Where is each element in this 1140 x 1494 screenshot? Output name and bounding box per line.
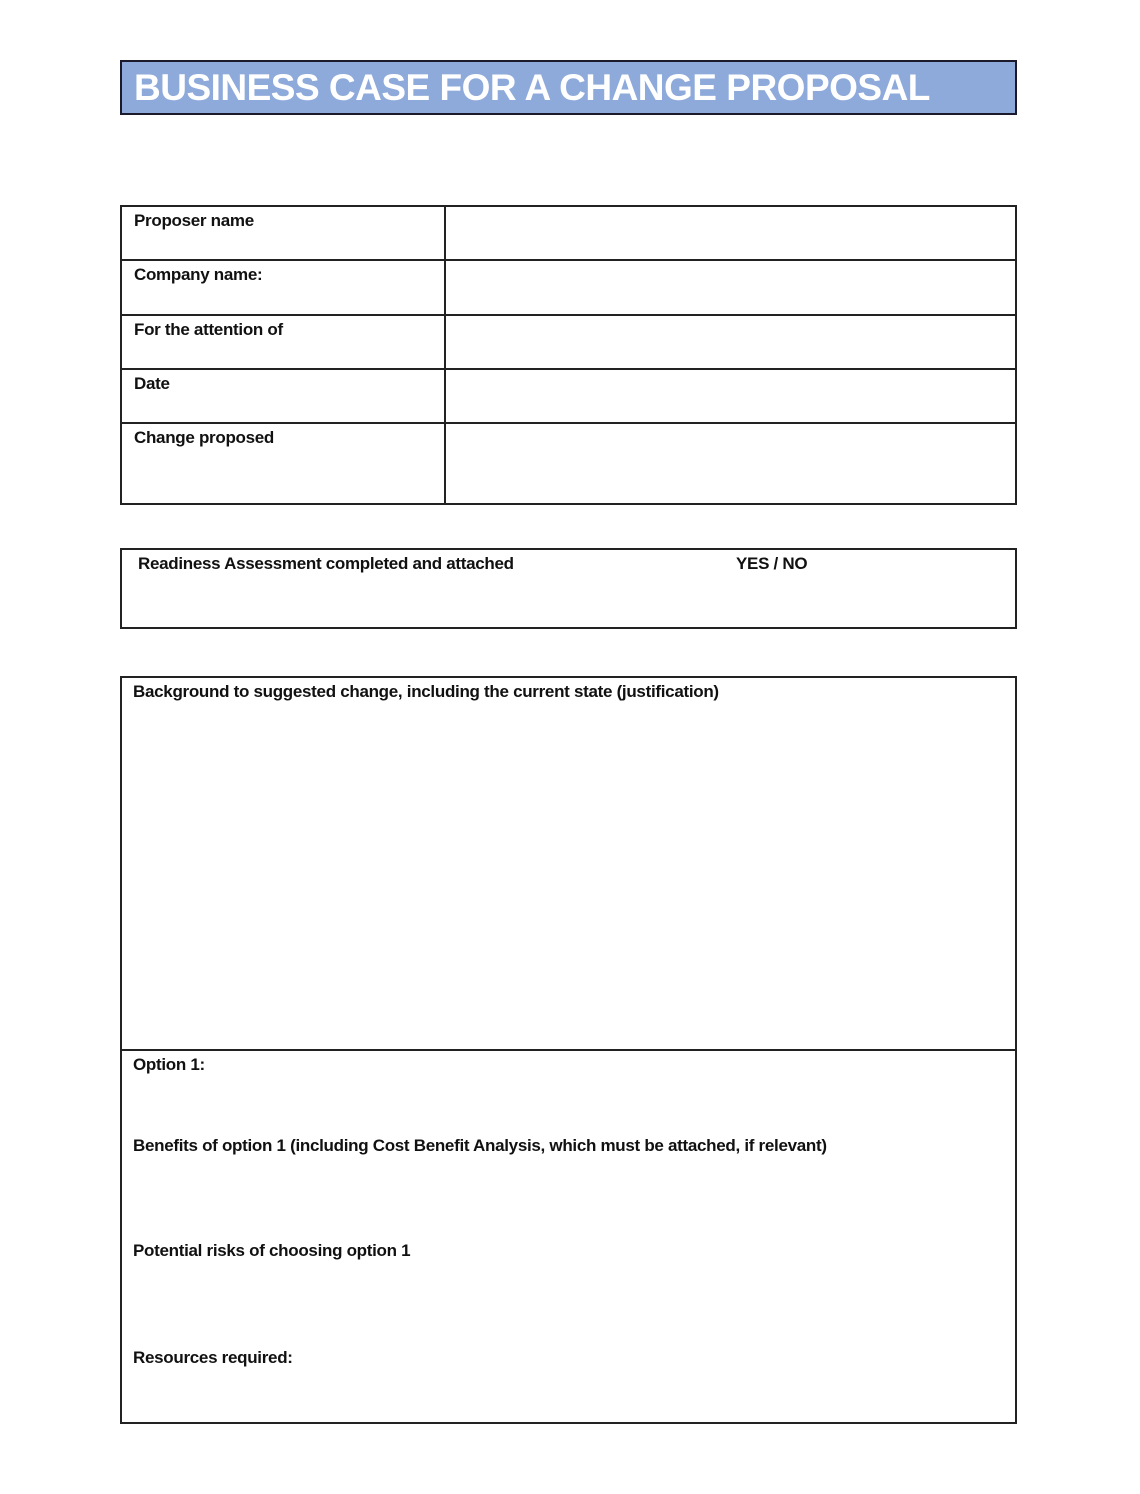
attention-of-field[interactable] — [445, 315, 1016, 369]
table-row — [121, 369, 1016, 423]
table-row — [121, 315, 1016, 369]
change-proposed-label: Change proposed — [121, 423, 445, 504]
company-name-label: Company name: — [121, 260, 445, 315]
table-row — [121, 206, 1016, 260]
change-proposed-field[interactable] — [445, 423, 1016, 504]
readiness-label: Readiness Assessment completed and attached — [138, 554, 514, 573]
company-name-field[interactable] — [445, 260, 1016, 315]
readiness-box[interactable] — [120, 548, 1017, 629]
date-label: Date — [121, 369, 445, 423]
background-box[interactable] — [120, 676, 1017, 1051]
proposer-name-field[interactable] — [445, 206, 1016, 260]
document-title: BUSINESS CASE FOR A CHANGE PROPOSAL — [120, 60, 1017, 115]
proposer-name-label: Proposer name — [121, 206, 445, 260]
resources-label: Resources required: — [133, 1348, 293, 1367]
yes-no-choice[interactable]: YES / NO — [736, 554, 808, 573]
risks-label: Potential risks of choosing option 1 — [133, 1241, 411, 1260]
table-row — [121, 260, 1016, 315]
date-field[interactable] — [445, 369, 1016, 423]
details-table — [120, 205, 1017, 505]
table-row — [121, 423, 1016, 504]
option-1-label: Option 1: — [133, 1055, 205, 1074]
benefits-label: Benefits of option 1 (including Cost Benefit Analysis, which must be attached, if relevant) — [133, 1136, 827, 1155]
attention-of-label: For the attention of — [121, 315, 445, 369]
background-label: Background to suggested change, including the current state (justification) — [133, 682, 719, 701]
option-1-box[interactable] — [120, 1049, 1017, 1424]
